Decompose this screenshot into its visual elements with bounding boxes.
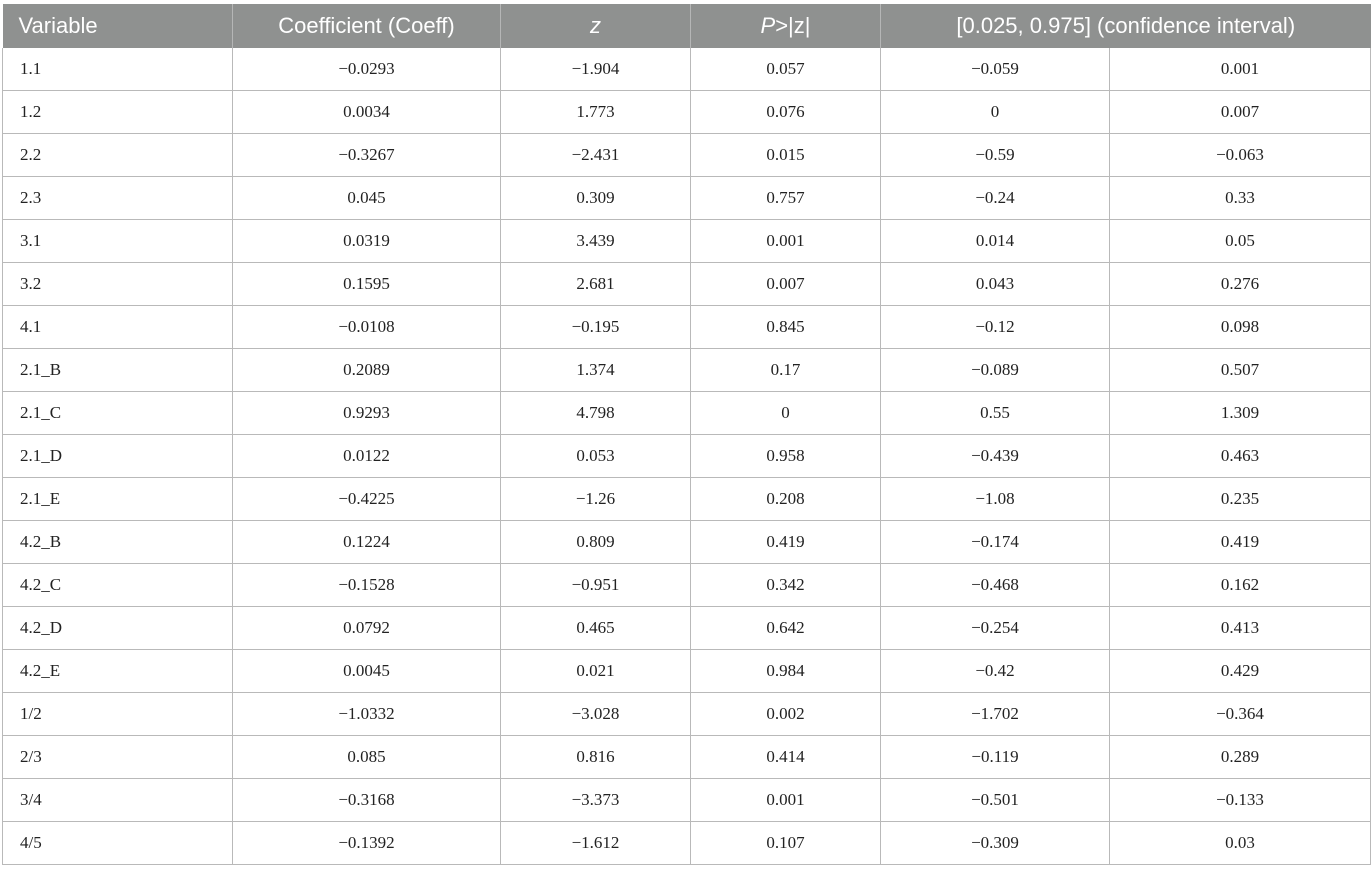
- cell-variable: 4.2_E: [3, 650, 233, 693]
- cell-z: −2.431: [501, 134, 691, 177]
- cell-ci-lower: −1.08: [881, 478, 1110, 521]
- cell-p-value: 0.076: [691, 91, 881, 134]
- cell-coefficient: 0.9293: [233, 392, 501, 435]
- cell-z: 0.021: [501, 650, 691, 693]
- cell-ci-upper: 0.001: [1110, 48, 1371, 91]
- cell-coefficient: −0.4225: [233, 478, 501, 521]
- cell-z: 0.809: [501, 521, 691, 564]
- cell-variable: 3/4: [3, 779, 233, 822]
- cell-z: −1.612: [501, 822, 691, 865]
- table-row: [3, 736, 1371, 779]
- cell-z: 0.309: [501, 177, 691, 220]
- table-row: [3, 220, 1371, 263]
- cell-variable: 2.1_B: [3, 349, 233, 392]
- cell-coefficient: 0.1595: [233, 263, 501, 306]
- cell-variable: 3.1: [3, 220, 233, 263]
- cell-variable: 3.2: [3, 263, 233, 306]
- header-z: z: [501, 4, 691, 48]
- cell-z: −1.904: [501, 48, 691, 91]
- table-body: [3, 48, 1371, 865]
- cell-ci-lower: −0.059: [881, 48, 1110, 91]
- cell-ci-upper: −0.063: [1110, 134, 1371, 177]
- cell-ci-upper: 0.007: [1110, 91, 1371, 134]
- table-row: [3, 650, 1371, 693]
- cell-p-value: 0.984: [691, 650, 881, 693]
- cell-variable: 4.2_D: [3, 607, 233, 650]
- cell-ci-lower: −0.309: [881, 822, 1110, 865]
- cell-coefficient: −1.0332: [233, 693, 501, 736]
- table-row: [3, 349, 1371, 392]
- cell-coefficient: 0.0319: [233, 220, 501, 263]
- cell-z: −3.028: [501, 693, 691, 736]
- cell-p-value: 0.001: [691, 220, 881, 263]
- table-row: [3, 134, 1371, 177]
- cell-ci-upper: 0.429: [1110, 650, 1371, 693]
- cell-variable: 4.2_B: [3, 521, 233, 564]
- cell-p-value: 0.007: [691, 263, 881, 306]
- cell-coefficient: 0.0792: [233, 607, 501, 650]
- cell-p-value: 0: [691, 392, 881, 435]
- cell-coefficient: 0.1224: [233, 521, 501, 564]
- cell-ci-upper: 0.05: [1110, 220, 1371, 263]
- cell-ci-upper: 0.276: [1110, 263, 1371, 306]
- cell-ci-lower: 0.043: [881, 263, 1110, 306]
- cell-variable: 2.2: [3, 134, 233, 177]
- table-row: [3, 822, 1371, 865]
- cell-ci-lower: −0.501: [881, 779, 1110, 822]
- table-row: [3, 435, 1371, 478]
- cell-ci-lower: 0: [881, 91, 1110, 134]
- cell-coefficient: −0.3168: [233, 779, 501, 822]
- cell-ci-lower: −0.119: [881, 736, 1110, 779]
- cell-p-value: 0.757: [691, 177, 881, 220]
- cell-ci-lower: −1.702: [881, 693, 1110, 736]
- cell-variable: 4/5: [3, 822, 233, 865]
- cell-p-value: 0.208: [691, 478, 881, 521]
- header-coefficient: Coefficient (Coeff): [233, 4, 501, 48]
- cell-coefficient: 0.0122: [233, 435, 501, 478]
- cell-variable: 1.1: [3, 48, 233, 91]
- cell-z: 0.053: [501, 435, 691, 478]
- cell-p-value: 0.845: [691, 306, 881, 349]
- header-p-letter: P: [760, 13, 776, 38]
- cell-ci-upper: 0.419: [1110, 521, 1371, 564]
- header-confidence-interval: [0.025, 0.975] (confidence interval): [881, 4, 1371, 48]
- cell-coefficient: −0.0108: [233, 306, 501, 349]
- table-row: [3, 521, 1371, 564]
- cell-ci-upper: 0.507: [1110, 349, 1371, 392]
- cell-z: −0.195: [501, 306, 691, 349]
- cell-coefficient: 0.0034: [233, 91, 501, 134]
- cell-z: −0.951: [501, 564, 691, 607]
- cell-ci-upper: 1.309: [1110, 392, 1371, 435]
- table-row: [3, 564, 1371, 607]
- cell-z: 0.816: [501, 736, 691, 779]
- header-variable: Variable: [3, 4, 233, 48]
- cell-coefficient: −0.1392: [233, 822, 501, 865]
- cell-z: 4.798: [501, 392, 691, 435]
- cell-z: 0.465: [501, 607, 691, 650]
- regression-table: [2, 4, 1371, 865]
- cell-ci-lower: 0.55: [881, 392, 1110, 435]
- cell-variable: 4.2_C: [3, 564, 233, 607]
- cell-ci-upper: 0.235: [1110, 478, 1371, 521]
- cell-coefficient: −0.3267: [233, 134, 501, 177]
- table-row: [3, 478, 1371, 521]
- cell-coefficient: 0.2089: [233, 349, 501, 392]
- cell-z: 1.773: [501, 91, 691, 134]
- cell-p-value: 0.001: [691, 779, 881, 822]
- table-row: [3, 48, 1371, 91]
- cell-ci-lower: −0.24: [881, 177, 1110, 220]
- cell-ci-upper: 0.413: [1110, 607, 1371, 650]
- cell-p-value: 0.342: [691, 564, 881, 607]
- cell-ci-lower: −0.174: [881, 521, 1110, 564]
- table-row: [3, 392, 1371, 435]
- cell-ci-lower: −0.089: [881, 349, 1110, 392]
- header-p-value: [691, 4, 881, 48]
- cell-ci-lower: −0.12: [881, 306, 1110, 349]
- cell-p-value: 0.642: [691, 607, 881, 650]
- cell-ci-upper: −0.364: [1110, 693, 1371, 736]
- cell-variable: 2.1_C: [3, 392, 233, 435]
- cell-z: 2.681: [501, 263, 691, 306]
- cell-p-value: 0.17: [691, 349, 881, 392]
- cell-ci-upper: 0.098: [1110, 306, 1371, 349]
- cell-coefficient: −0.0293: [233, 48, 501, 91]
- cell-p-value: 0.002: [691, 693, 881, 736]
- header-row: [3, 4, 1371, 48]
- cell-ci-lower: −0.42: [881, 650, 1110, 693]
- cell-variable: 2.1_E: [3, 478, 233, 521]
- cell-p-value: 0.419: [691, 521, 881, 564]
- table-row: [3, 779, 1371, 822]
- cell-p-value: 0.057: [691, 48, 881, 91]
- cell-ci-upper: 0.162: [1110, 564, 1371, 607]
- cell-p-value: 0.958: [691, 435, 881, 478]
- cell-ci-lower: −0.439: [881, 435, 1110, 478]
- cell-ci-lower: 0.014: [881, 220, 1110, 263]
- header-p-condition: >|z|: [775, 13, 811, 38]
- cell-coefficient: −0.1528: [233, 564, 501, 607]
- cell-variable: 2.1_D: [3, 435, 233, 478]
- cell-coefficient: 0.085: [233, 736, 501, 779]
- table-header: [3, 4, 1371, 48]
- table-row: [3, 177, 1371, 220]
- cell-ci-upper: 0.33: [1110, 177, 1371, 220]
- table-row: [3, 693, 1371, 736]
- cell-p-value: 0.414: [691, 736, 881, 779]
- table-row: [3, 263, 1371, 306]
- cell-ci-upper: 0.289: [1110, 736, 1371, 779]
- cell-variable: 4.1: [3, 306, 233, 349]
- cell-p-value: 0.107: [691, 822, 881, 865]
- cell-variable: 2.3: [3, 177, 233, 220]
- table-row: [3, 91, 1371, 134]
- cell-z: −3.373: [501, 779, 691, 822]
- cell-ci-upper: 0.463: [1110, 435, 1371, 478]
- cell-ci-lower: −0.468: [881, 564, 1110, 607]
- table-row: [3, 607, 1371, 650]
- cell-variable: 1/2: [3, 693, 233, 736]
- cell-variable: 2/3: [3, 736, 233, 779]
- cell-coefficient: 0.0045: [233, 650, 501, 693]
- table-row: [3, 306, 1371, 349]
- cell-ci-lower: −0.59: [881, 134, 1110, 177]
- cell-ci-lower: −0.254: [881, 607, 1110, 650]
- cell-ci-upper: −0.133: [1110, 779, 1371, 822]
- cell-ci-upper: 0.03: [1110, 822, 1371, 865]
- cell-z: 3.439: [501, 220, 691, 263]
- cell-coefficient: 0.045: [233, 177, 501, 220]
- cell-p-value: 0.015: [691, 134, 881, 177]
- cell-z: 1.374: [501, 349, 691, 392]
- cell-z: −1.26: [501, 478, 691, 521]
- cell-variable: 1.2: [3, 91, 233, 134]
